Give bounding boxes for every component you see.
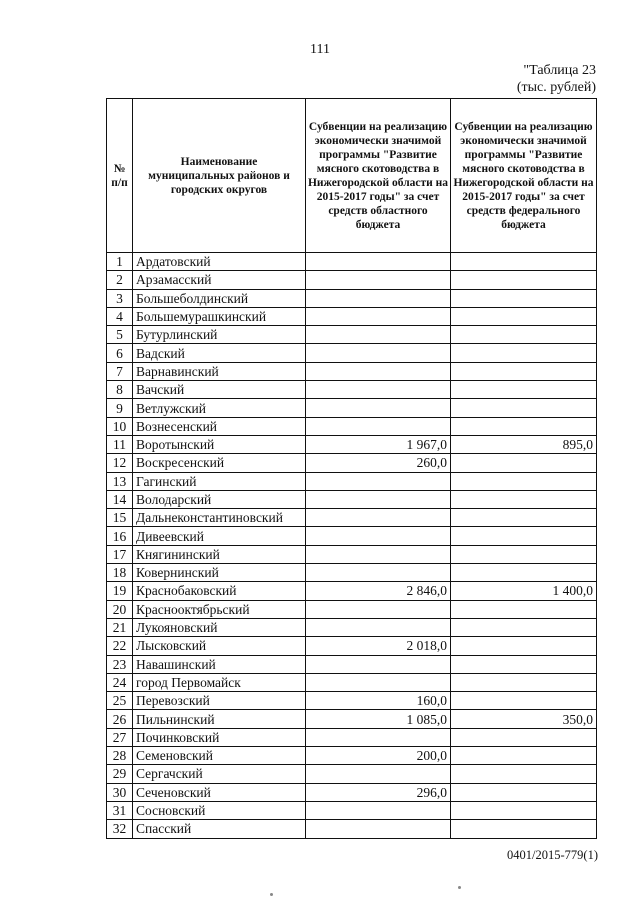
federal-budget-value xyxy=(451,527,597,545)
district-name: Семеновский xyxy=(133,747,306,765)
district-name: Дивеевский xyxy=(133,527,306,545)
regional-budget-value xyxy=(306,801,451,819)
district-name: Сергачский xyxy=(133,765,306,783)
table-row xyxy=(107,472,597,490)
table-row xyxy=(107,509,597,527)
district-name: город Первомайск xyxy=(133,673,306,691)
federal-budget-value: 1 400,0 xyxy=(451,582,597,600)
regional-budget-value xyxy=(306,673,451,691)
federal-budget-value xyxy=(451,783,597,801)
table-row xyxy=(107,344,597,362)
federal-budget-value xyxy=(451,344,597,362)
row-number: 4 xyxy=(107,307,133,325)
district-name: Бутурлинский xyxy=(133,326,306,344)
district-name: Ветлужский xyxy=(133,399,306,417)
table-header-row xyxy=(107,99,597,253)
regional-budget-value xyxy=(306,545,451,563)
district-name: Ковернинский xyxy=(133,564,306,582)
row-number: 17 xyxy=(107,545,133,563)
document-code: 0401/2015-779(1) xyxy=(507,848,598,862)
row-number: 3 xyxy=(107,289,133,307)
row-number: 13 xyxy=(107,472,133,490)
regional-budget-value xyxy=(306,509,451,527)
federal-budget-value xyxy=(451,655,597,673)
federal-budget-value xyxy=(451,326,597,344)
federal-budget-value xyxy=(451,820,597,838)
district-name: Воротынский xyxy=(133,435,306,453)
header-regional-budget: Субвенции на реализацию экономически значимой программы "Развитие мясного скотоводства в Нижегородской области на 2015-2017 годы" за счет средств областного бюджета xyxy=(306,99,451,253)
district-name: Пильнинский xyxy=(133,710,306,728)
federal-budget-value xyxy=(451,271,597,289)
table-row xyxy=(107,801,597,819)
federal-budget-value xyxy=(451,600,597,618)
subsidy-table xyxy=(106,98,597,839)
table-row xyxy=(107,527,597,545)
table-body xyxy=(107,253,597,839)
district-name: Лукояновский xyxy=(133,618,306,636)
regional-budget-value xyxy=(306,253,451,271)
table-units: (тыс. рублей) xyxy=(516,80,596,95)
federal-budget-value xyxy=(451,765,597,783)
federal-budget-value xyxy=(451,728,597,746)
regional-budget-value xyxy=(306,472,451,490)
district-name: Воскресенский xyxy=(133,454,306,472)
table-row xyxy=(107,381,597,399)
district-name: Володарский xyxy=(133,490,306,508)
table-title: "Таблица 23 xyxy=(523,63,596,78)
federal-budget-value: 350,0 xyxy=(451,710,597,728)
table-row xyxy=(107,820,597,838)
district-name: Большеболдинский xyxy=(133,289,306,307)
table-row xyxy=(107,326,597,344)
row-number: 25 xyxy=(107,692,133,710)
regional-budget-value xyxy=(306,618,451,636)
table-row xyxy=(107,710,597,728)
district-name: Перевозский xyxy=(133,692,306,710)
row-number: 10 xyxy=(107,417,133,435)
regional-budget-value xyxy=(306,600,451,618)
regional-budget-value xyxy=(306,399,451,417)
row-number: 1 xyxy=(107,253,133,271)
district-name: Починковский xyxy=(133,728,306,746)
table-row xyxy=(107,271,597,289)
regional-budget-value xyxy=(306,490,451,508)
scan-mark xyxy=(458,886,461,889)
table-row xyxy=(107,783,597,801)
row-number: 24 xyxy=(107,673,133,691)
federal-budget-value xyxy=(451,673,597,691)
regional-budget-value xyxy=(306,728,451,746)
district-name: Арзамасский xyxy=(133,271,306,289)
federal-budget-value xyxy=(451,307,597,325)
row-number: 31 xyxy=(107,801,133,819)
row-number: 29 xyxy=(107,765,133,783)
district-name: Княгининский xyxy=(133,545,306,563)
federal-budget-value xyxy=(451,253,597,271)
row-number: 16 xyxy=(107,527,133,545)
table-row xyxy=(107,692,597,710)
regional-budget-value xyxy=(306,271,451,289)
row-number: 2 xyxy=(107,271,133,289)
table-row xyxy=(107,545,597,563)
row-number: 5 xyxy=(107,326,133,344)
table-row xyxy=(107,435,597,453)
regional-budget-value: 200,0 xyxy=(306,747,451,765)
federal-budget-value xyxy=(451,472,597,490)
district-name: Краснобаковский xyxy=(133,582,306,600)
row-number: 14 xyxy=(107,490,133,508)
regional-budget-value xyxy=(306,655,451,673)
header-num: № п/п xyxy=(107,99,133,253)
federal-budget-value xyxy=(451,289,597,307)
regional-budget-value: 2 018,0 xyxy=(306,637,451,655)
district-name: Ардатовский xyxy=(133,253,306,271)
district-name: Сосновский xyxy=(133,801,306,819)
district-name: Спасский xyxy=(133,820,306,838)
row-number: 12 xyxy=(107,454,133,472)
page-number: 111 xyxy=(310,42,330,57)
row-number: 9 xyxy=(107,399,133,417)
district-name: Сеченовский xyxy=(133,783,306,801)
federal-budget-value xyxy=(451,490,597,508)
regional-budget-value xyxy=(306,381,451,399)
table-caption xyxy=(517,62,596,96)
table-row xyxy=(107,362,597,380)
table-row xyxy=(107,582,597,600)
district-name: Гагинский xyxy=(133,472,306,490)
table-row xyxy=(107,490,597,508)
regional-budget-value: 160,0 xyxy=(306,692,451,710)
regional-budget-value xyxy=(306,564,451,582)
scan-mark xyxy=(270,893,273,896)
table-row xyxy=(107,253,597,271)
table-row xyxy=(107,637,597,655)
regional-budget-value xyxy=(306,527,451,545)
row-number: 32 xyxy=(107,820,133,838)
row-number: 26 xyxy=(107,710,133,728)
federal-budget-value xyxy=(451,618,597,636)
row-number: 20 xyxy=(107,600,133,618)
regional-budget-value xyxy=(306,344,451,362)
row-number: 8 xyxy=(107,381,133,399)
table-row xyxy=(107,747,597,765)
federal-budget-value xyxy=(451,637,597,655)
federal-budget-value xyxy=(451,454,597,472)
federal-budget-value xyxy=(451,399,597,417)
district-name: Дальнеконстантиновский xyxy=(133,509,306,527)
district-name: Лысковский xyxy=(133,637,306,655)
row-number: 7 xyxy=(107,362,133,380)
regional-budget-value: 260,0 xyxy=(306,454,451,472)
table-row xyxy=(107,289,597,307)
regional-budget-value xyxy=(306,307,451,325)
regional-budget-value xyxy=(306,362,451,380)
regional-budget-value xyxy=(306,765,451,783)
district-name: Вачский xyxy=(133,381,306,399)
table-row xyxy=(107,655,597,673)
table-row xyxy=(107,673,597,691)
federal-budget-value xyxy=(451,564,597,582)
table-row xyxy=(107,618,597,636)
federal-budget-value xyxy=(451,509,597,527)
row-number: 22 xyxy=(107,637,133,655)
row-number: 18 xyxy=(107,564,133,582)
federal-budget-value: 895,0 xyxy=(451,435,597,453)
header-federal-budget: Субвенции на реализацию экономически значимой программы "Развитие мясного скотоводства в Нижегородской области на 2015-2017 годы" за счет средств федерального бюджета xyxy=(451,99,597,253)
regional-budget-value: 1 967,0 xyxy=(306,435,451,453)
row-number: 30 xyxy=(107,783,133,801)
federal-budget-value xyxy=(451,362,597,380)
federal-budget-value xyxy=(451,692,597,710)
regional-budget-value xyxy=(306,417,451,435)
row-number: 28 xyxy=(107,747,133,765)
table-row xyxy=(107,307,597,325)
row-number: 15 xyxy=(107,509,133,527)
regional-budget-value xyxy=(306,289,451,307)
federal-budget-value xyxy=(451,801,597,819)
row-number: 21 xyxy=(107,618,133,636)
federal-budget-value xyxy=(451,747,597,765)
regional-budget-value xyxy=(306,326,451,344)
table-row xyxy=(107,454,597,472)
district-name: Варнавинский xyxy=(133,362,306,380)
row-number: 6 xyxy=(107,344,133,362)
row-number: 11 xyxy=(107,435,133,453)
table-row xyxy=(107,600,597,618)
district-name: Краснооктябрьский xyxy=(133,600,306,618)
regional-budget-value: 1 085,0 xyxy=(306,710,451,728)
regional-budget-value: 2 846,0 xyxy=(306,582,451,600)
district-name: Вадский xyxy=(133,344,306,362)
federal-budget-value xyxy=(451,381,597,399)
regional-budget-value xyxy=(306,820,451,838)
row-number: 27 xyxy=(107,728,133,746)
regional-budget-value: 296,0 xyxy=(306,783,451,801)
federal-budget-value xyxy=(451,545,597,563)
table-row xyxy=(107,564,597,582)
header-name: Наименование муниципальных районов и городских округов xyxy=(133,99,306,253)
district-name: Навашинский xyxy=(133,655,306,673)
table-row xyxy=(107,399,597,417)
row-number: 23 xyxy=(107,655,133,673)
district-name: Вознесенский xyxy=(133,417,306,435)
district-name: Большемурашкинский xyxy=(133,307,306,325)
table-row xyxy=(107,417,597,435)
table-row xyxy=(107,728,597,746)
federal-budget-value xyxy=(451,417,597,435)
table-row xyxy=(107,765,597,783)
row-number: 19 xyxy=(107,582,133,600)
